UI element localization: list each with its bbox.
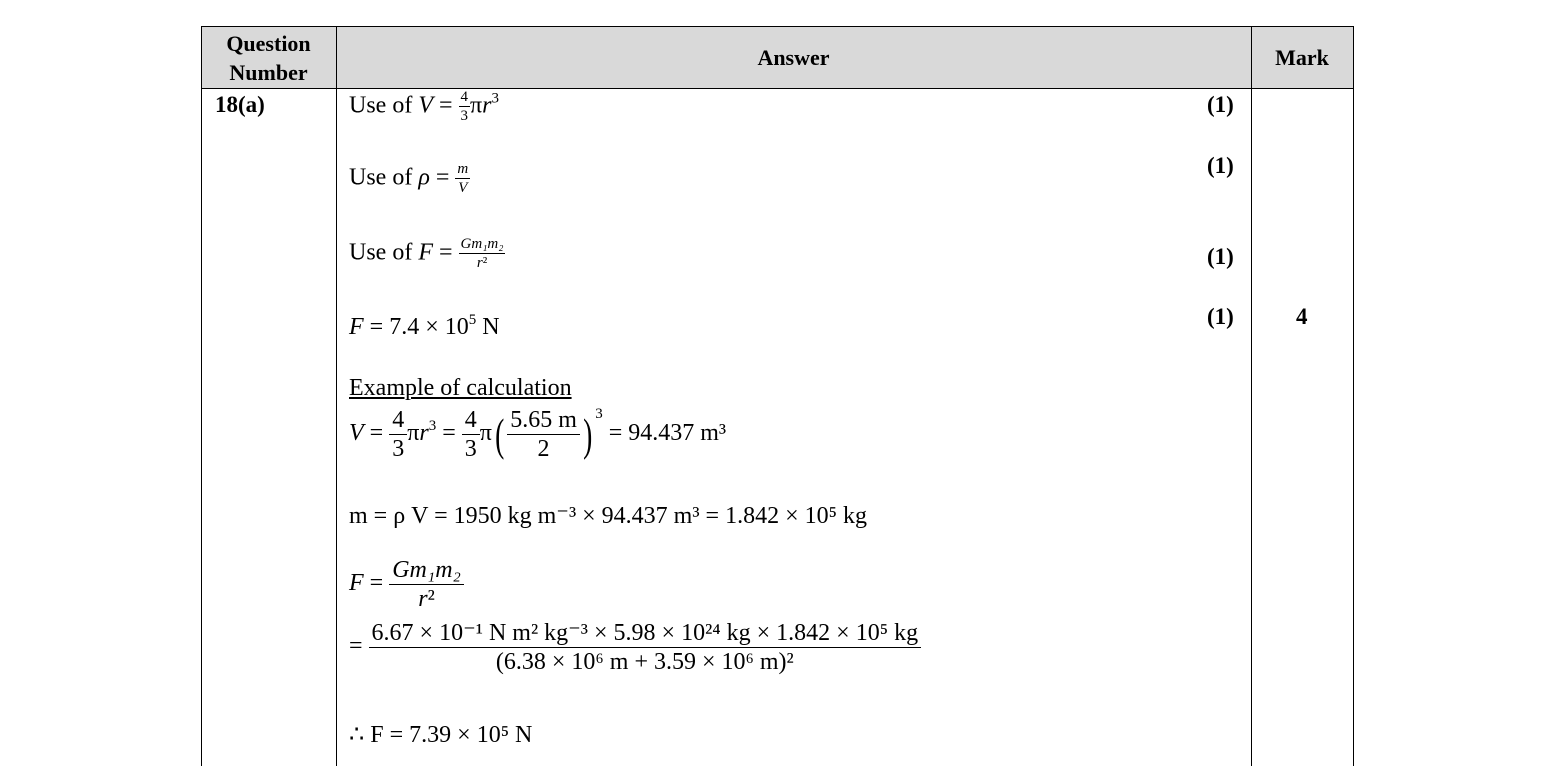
mark-3: (1) [1207,244,1234,269]
header-bottom-border [201,88,1354,89]
marking-point-3: Use of F = $\frac{\text{Gm₁m₂}}{\text{r²}}$ [349,236,504,271]
marking-point-4: $F = 7.4 \times 10^5$ N [349,312,500,340]
force-substitution: = $\frac{\text{6.67 × 10⁻¹ N m² kg⁻³ × 5.98 × 10²⁴ kg × 1.842 × 10⁵ kg}}{\text{(6.38 × 10⁶ m + 3.59 × 10⁶ m)²}}$ [349,621,921,674]
force-formula: F = $\frac{\text{Gm₁m₂}}{\text{r²}}$ [349,558,464,611]
mark-1: (1) [1207,92,1234,117]
mark-scheme-table [201,26,1354,766]
mark-4: (1) [1207,304,1234,329]
example-heading: Example of calculation [349,375,572,401]
column-divider-answer [1251,26,1252,766]
table-right-border [1353,26,1354,766]
marking-point-2: Use of ρ = $\frac{m}{V}$ [349,161,469,196]
marking-point-1: Use of V = $\frac{4}{3}$ $\pi r^3$ [349,89,500,124]
mark-2: (1) [1207,153,1234,178]
column-divider-question [336,26,337,766]
force-conclusion: ∴ F = 7.39 × 10⁵ N [349,722,533,748]
mass-working: m = ρ V = 1950 kg m⁻³ × 94.437 m³ = 1.842 × 10⁵ kg [349,503,867,529]
table-left-border [201,26,202,766]
header-mark: Mark [1275,45,1329,70]
volume-working: V = $\frac{4}{3}$ $\pi r^3$ = $\frac{4}{3}$ π( $\frac{5.65 m}{2}$ ) $^3$ = 94.437 m³ [349,406,727,462]
header-answer: Answer [757,45,830,70]
table-top-border [201,26,1354,27]
question-number: 18(a) [215,92,265,117]
total-mark: 4 [1296,304,1308,329]
header-question-number: Question Number [226,31,311,85]
